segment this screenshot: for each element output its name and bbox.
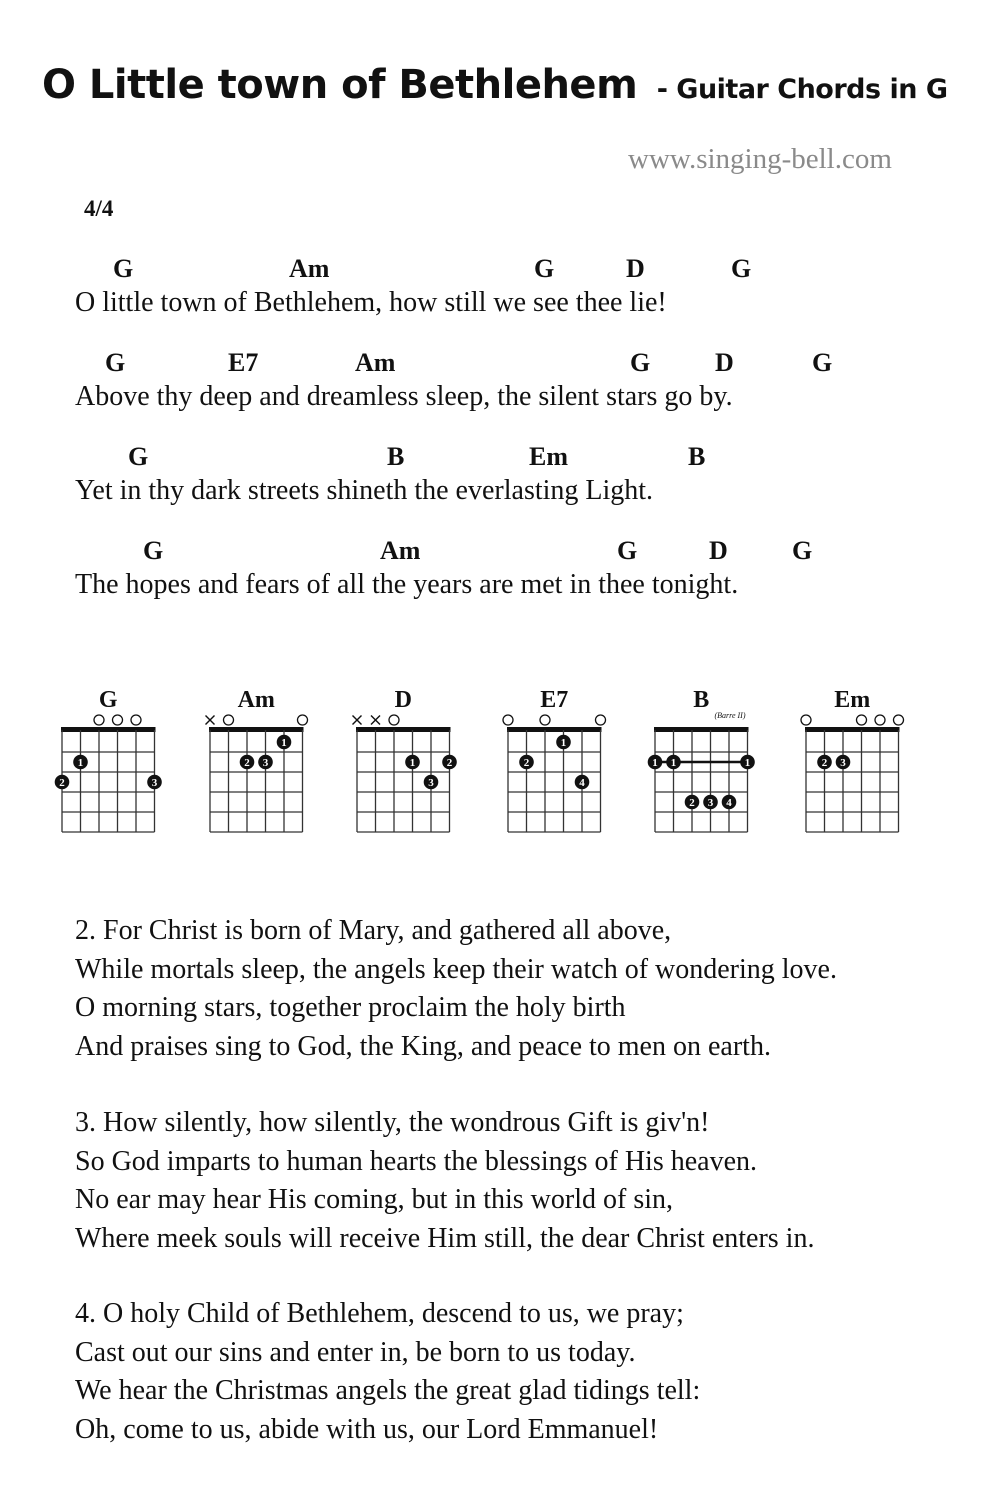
finger-dot [442, 755, 457, 770]
verse-line: Oh, come to us, abide with us, our Lord Emmanuel! [75, 1413, 659, 1445]
muted-string-marker [206, 716, 215, 725]
svg-text:1: 1 [281, 737, 287, 749]
finger-dot [575, 775, 590, 790]
chord-label: Am [380, 536, 421, 565]
svg-text:1: 1 [77, 757, 84, 769]
chord-label: D [709, 536, 728, 565]
finger-dot [666, 755, 681, 770]
finger-dot [147, 775, 162, 790]
svg-text:2: 2 [821, 757, 828, 769]
open-string-marker [298, 715, 308, 725]
chord-label: G [113, 254, 134, 283]
chord-label: G [128, 442, 149, 471]
finger-dot [405, 755, 420, 770]
open-string-marker [224, 715, 234, 725]
finger-dot [817, 755, 832, 770]
barre-note: (Barre II) [714, 711, 746, 720]
finger-dot [73, 755, 88, 770]
chord-diagram-d [345, 678, 461, 836]
chord-label: E7 [228, 348, 259, 377]
lyric-line: Above thy deep and dreamless sleep, the silent stars go by. [75, 381, 733, 412]
open-string-marker [503, 715, 513, 725]
muted-string-marker [353, 716, 362, 725]
svg-text:1: 1 [744, 757, 751, 769]
chord-diagram-g [50, 678, 166, 836]
finger-dot [740, 755, 755, 770]
verse-line: While mortals sleep, the angels keep their watch of wondering love. [75, 953, 837, 985]
svg-text:2: 2 [446, 757, 453, 769]
finger-dot [277, 735, 292, 750]
svg-text:2: 2 [689, 797, 695, 809]
lyric-line: Yet in thy dark streets shineth the everlasting Light. [75, 475, 654, 506]
chord-label: G [731, 254, 752, 283]
chord-diagram-em [794, 678, 910, 836]
chord-diagram-name: D [394, 687, 412, 713]
svg-text:2: 2 [244, 757, 250, 769]
verse-line: 4. O holy Child of Bethlehem, descend to us, we pray; [75, 1298, 684, 1329]
finger-dot [703, 795, 718, 810]
svg-text:3: 3 [151, 777, 158, 789]
open-string-marker [540, 715, 550, 725]
chord-diagram-name: Em [834, 687, 871, 713]
finger-dot [836, 755, 851, 770]
nut [654, 727, 749, 732]
chord-label: B [387, 442, 405, 471]
nut [356, 727, 451, 732]
svg-text:1: 1 [560, 737, 567, 749]
chord-label: D [626, 254, 645, 283]
time-signature: 4/4 [84, 196, 114, 221]
svg-text:3: 3 [707, 797, 714, 809]
nut [507, 727, 602, 732]
verse-line: And praises sing to God, the King, and peace to men on earth. [75, 1030, 771, 1062]
chord-diagram-e7 [496, 678, 612, 836]
chord-label: Em [529, 442, 568, 471]
song-title [42, 62, 948, 108]
open-string-marker [857, 715, 867, 725]
svg-text:4: 4 [726, 797, 732, 809]
chord-label: G [792, 536, 813, 565]
finger-dot [722, 795, 737, 810]
finger-dot [648, 755, 663, 770]
verse-line: O morning stars, together proclaim the holy birth [75, 992, 626, 1023]
nut [805, 727, 900, 732]
open-string-marker [801, 715, 811, 725]
song-subtitle: - Guitar Chords in G [656, 74, 948, 105]
finger-dot [519, 755, 534, 770]
nut [209, 727, 304, 732]
chord-label: G [617, 536, 638, 565]
svg-text:3: 3 [428, 777, 434, 789]
verse-line: So God imparts to human hearts the blessings of His heaven. [75, 1145, 758, 1177]
svg-text:3: 3 [262, 757, 269, 769]
website-url: www.singing-bell.com [628, 143, 892, 175]
muted-string-marker [371, 716, 380, 725]
verse-2 [75, 912, 990, 1066]
chord-diagram-am [198, 678, 314, 836]
lyric-line: The hopes and fears of all the years are met in thee tonight. [75, 569, 739, 600]
chord-diagram-name: B [693, 687, 710, 713]
open-string-marker [596, 715, 606, 725]
finger-dot [685, 795, 700, 810]
svg-text:1: 1 [670, 757, 677, 769]
chord-label: D [715, 348, 734, 377]
chord-label: G [143, 536, 164, 565]
svg-text:2: 2 [523, 757, 530, 769]
svg-text:3: 3 [840, 757, 846, 769]
open-string-marker [894, 715, 904, 725]
chord-diagram-name: E7 [540, 687, 569, 713]
nut [61, 727, 156, 732]
chord-label: Am [355, 348, 396, 377]
finger-dot [556, 735, 571, 750]
finger-dot [240, 755, 255, 770]
verse-line: 3. How silently, how silently, the wondrous Gift is giv'n! [75, 1107, 710, 1138]
finger-dot [55, 775, 70, 790]
finger-dot [258, 755, 273, 770]
svg-text:2: 2 [59, 777, 65, 789]
svg-text:4: 4 [579, 777, 585, 789]
verse-line: We hear the Christmas angels the great glad tidings tell: [75, 1375, 701, 1406]
lyric-line: O little town of Bethlehem, how still we see thee lie! [75, 287, 667, 318]
open-string-marker [94, 715, 104, 725]
verse-line: Where meek souls will receive Him still, the dear Christ enters in. [75, 1222, 815, 1254]
chord-diagram-b [643, 678, 759, 836]
open-string-marker [389, 715, 399, 725]
song-title-main: O Little town of Bethlehem [42, 62, 638, 108]
chord-diagram-name: G [98, 687, 118, 713]
svg-text:1: 1 [409, 757, 416, 769]
verse-line: 2. For Christ is born of Mary, and gathered all above, [75, 915, 672, 946]
verse-3 [75, 1104, 990, 1258]
chord-label: G [105, 348, 126, 377]
open-string-marker [875, 715, 885, 725]
verse-line: No ear may hear His coming, but in this world of sin, [75, 1184, 674, 1215]
chord-label: G [534, 254, 555, 283]
finger-dot [424, 775, 439, 790]
chord-label: Am [289, 254, 330, 283]
svg-text:1: 1 [652, 757, 658, 769]
verse-4 [75, 1295, 990, 1449]
open-string-marker [113, 715, 123, 725]
chord-label: G [812, 348, 833, 377]
verse-line: Cast out our sins and enter in, be born to us today. [75, 1336, 636, 1368]
chord-diagram-name: Am [237, 687, 275, 713]
chord-label: B [688, 442, 706, 471]
open-string-marker [131, 715, 141, 725]
chord-label: G [630, 348, 651, 377]
